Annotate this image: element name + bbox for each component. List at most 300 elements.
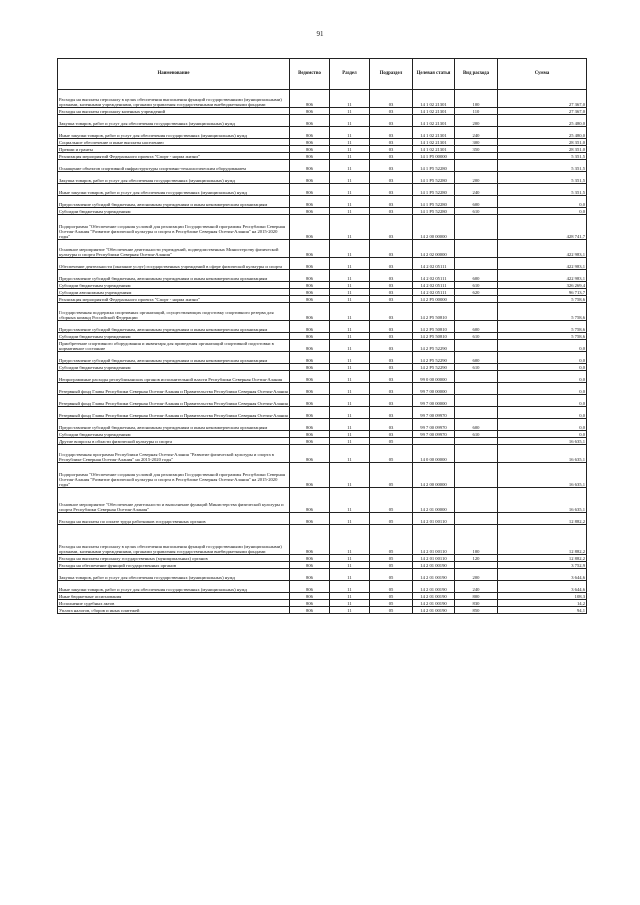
cell-razdel: 11: [330, 153, 370, 160]
cell-vedomstvo: 806: [290, 108, 330, 115]
cell-name: Субсидии бюджетным учреждениям: [58, 431, 290, 438]
cell-sum: 96 713,7: [498, 289, 587, 296]
cell-expense-type: 610: [455, 431, 498, 438]
cell-target-article: 14 1 P5 52280: [413, 172, 455, 184]
cell-vedomstvo: 806: [290, 172, 330, 184]
cell-expense-type: 610: [455, 282, 498, 289]
cell-podrazdel: 03: [370, 215, 413, 240]
cell-vedomstvo: 806: [290, 282, 330, 289]
cell-vedomstvo: 806: [290, 296, 330, 303]
table-row: [58, 139, 587, 146]
cell-razdel: 11: [330, 371, 370, 383]
cell-podrazdel: 03: [370, 371, 413, 383]
cell-podrazdel: 03: [370, 184, 413, 196]
cell-expense-type: [455, 463, 498, 488]
cell-sum: 12 882,2: [498, 525, 587, 555]
cell-name: Расходы на выплаты персоналу государственных (муниципальных) органов: [58, 555, 290, 562]
cell-vedomstvo: 806: [290, 115, 330, 127]
table-row: [58, 463, 587, 488]
cell-podrazdel: 03: [370, 321, 413, 333]
cell-target-article: 14 2 01 00000: [413, 488, 455, 513]
cell-expense-type: 120: [455, 555, 498, 562]
table-row: [58, 303, 587, 321]
cell-expense-type: 200: [455, 115, 498, 127]
cell-vedomstvo: 806: [290, 196, 330, 208]
table-row: [58, 127, 587, 139]
cell-sum: 5 351,5: [498, 160, 587, 172]
cell-target-article: 14 2 01 00190: [413, 600, 455, 607]
cell-sum: 5 758,6: [498, 321, 587, 333]
cell-target-article: 14 1 P5 00000: [413, 153, 455, 160]
table-row: [58, 371, 587, 383]
cell-vedomstvo: 806: [290, 303, 330, 321]
cell-podrazdel: 03: [370, 240, 413, 258]
cell-expense-type: 600: [455, 419, 498, 431]
cell-target-article: 14 0 00 00000: [413, 445, 455, 463]
cell-name: Обеспечение деятельности (оказание услуг) государственных учреждений в сфере физической культуры и спорта: [58, 258, 290, 270]
cell-podrazdel: 05: [370, 513, 413, 525]
cell-razdel: 11: [330, 184, 370, 196]
cell-target-article: 14 2 01 00190: [413, 593, 455, 600]
cell-sum: 422 983,1: [498, 258, 587, 270]
table-row: [58, 208, 587, 215]
cell-sum: 0,0: [498, 208, 587, 215]
cell-vedomstvo: 806: [290, 333, 330, 340]
cell-expense-type: [455, 562, 498, 569]
cell-name: Расходы на выплаты персоналу казенных учреждений: [58, 108, 290, 115]
table-row: [58, 555, 587, 562]
cell-sum: 0,0: [498, 196, 587, 208]
cell-expense-type: 600: [455, 196, 498, 208]
cell-razdel: 11: [330, 593, 370, 600]
cell-name: Расходы на выплаты персоналу в целях обеспечения выполнения функций государственными (муниципальными) органами, казенными учреждениями, органами управления государственными внебюджетными фондами: [58, 525, 290, 555]
cell-target-article: 99 0 00 00000: [413, 371, 455, 383]
cell-razdel: 11: [330, 569, 370, 581]
cell-vedomstvo: 806: [290, 127, 330, 139]
cell-sum: 422 983,1: [498, 270, 587, 282]
cell-razdel: 11: [330, 90, 370, 108]
cell-podrazdel: 03: [370, 289, 413, 296]
cell-sum: 16 635,1: [498, 463, 587, 488]
cell-vedomstvo: 806: [290, 146, 330, 153]
cell-name: Государственная программа Республики Северная Осетия-Алания "Развитие физической культуры и спорта в Республике Северная Осетия-Алания" на 2015-2020 годы": [58, 445, 290, 463]
cell-target-article: 14 2 01 00110: [413, 525, 455, 555]
cell-sum: 16 635,1: [498, 438, 587, 445]
table-row: [58, 90, 587, 108]
cell-podrazdel: 05: [370, 488, 413, 513]
cell-podrazdel: 03: [370, 282, 413, 289]
cell-razdel: 11: [330, 555, 370, 562]
cell-razdel: 11: [330, 419, 370, 431]
cell-name: Приобретение спортивного оборудования и инвентаря для приведения организаций спортивной подготовки в нормативное состояние: [58, 340, 290, 352]
cell-vedomstvo: 806: [290, 139, 330, 146]
cell-name: Резервный фонд Главы Республики Северная Осетия-Алания и Правительства Республики Северная Осетия-Алания: [58, 383, 290, 395]
cell-vedomstvo: 806: [290, 240, 330, 258]
cell-razdel: 11: [330, 208, 370, 215]
cell-target-article: 14 2 01 00110: [413, 555, 455, 562]
cell-razdel: 11: [330, 115, 370, 127]
cell-name: Премии и гранты: [58, 146, 290, 153]
cell-vedomstvo: 806: [290, 289, 330, 296]
cell-razdel: 11: [330, 127, 370, 139]
cell-expense-type: [455, 215, 498, 240]
header-podrazdel: Подраздел: [370, 59, 413, 90]
cell-expense-type: 110: [455, 108, 498, 115]
table-row: [58, 333, 587, 340]
cell-sum: 16 635,1: [498, 445, 587, 463]
cell-sum: 0,0: [498, 352, 587, 364]
cell-name: Резервный фонд Главы Республики Северная Осетия-Алания и Правительства Республики Северная Осетия-Алания: [58, 395, 290, 407]
cell-vedomstvo: 806: [290, 463, 330, 488]
cell-razdel: 11: [330, 463, 370, 488]
table-row: [58, 115, 587, 127]
table-row: [58, 419, 587, 431]
cell-vedomstvo: 806: [290, 364, 330, 371]
cell-razdel: 11: [330, 352, 370, 364]
cell-vedomstvo: 806: [290, 488, 330, 513]
cell-razdel: 11: [330, 340, 370, 352]
cell-expense-type: [455, 296, 498, 303]
cell-target-article: 14 1 P5 52280: [413, 184, 455, 196]
cell-name: Непрограммные расходы республиканских органов исполнительной власти Республики Северная Осетия-Алания: [58, 371, 290, 383]
cell-podrazdel: 03: [370, 270, 413, 282]
cell-vedomstvo: 806: [290, 419, 330, 431]
cell-podrazdel: 05: [370, 569, 413, 581]
cell-sum: 0,0: [498, 419, 587, 431]
cell-vedomstvo: 806: [290, 340, 330, 352]
cell-expense-type: [455, 340, 498, 352]
cell-sum: 5 758,6: [498, 303, 587, 321]
cell-target-article: 14 1 02 21301: [413, 108, 455, 115]
cell-vedomstvo: 806: [290, 383, 330, 395]
cell-vedomstvo: 806: [290, 395, 330, 407]
table-row: [58, 282, 587, 289]
cell-sum: 16 635,1: [498, 488, 587, 513]
cell-expense-type: 850: [455, 607, 498, 614]
cell-razdel: 11: [330, 581, 370, 593]
cell-name: Закупка товаров, работ и услуг для обеспечения государственных (муниципальных) нужд: [58, 172, 290, 184]
cell-name: Резервный фонд Главы Республики Северная Осетия-Алания и Правительства Республики Северная Осетия-Алания: [58, 407, 290, 419]
cell-target-article: 14 1 P5 52280: [413, 208, 455, 215]
cell-name: Иные бюджетные ассигнования: [58, 593, 290, 600]
cell-expense-type: 100: [455, 525, 498, 555]
table-row: [58, 364, 587, 371]
cell-target-article: 14 1 P5 52280: [413, 196, 455, 208]
cell-expense-type: 350: [455, 146, 498, 153]
cell-target-article: 14 2 02 00000: [413, 240, 455, 258]
table-row: [58, 258, 587, 270]
cell-expense-type: 620: [455, 289, 498, 296]
cell-target-article: 14 1 02 21301: [413, 90, 455, 108]
cell-podrazdel: 05: [370, 607, 413, 614]
cell-expense-type: [455, 445, 498, 463]
cell-podrazdel: 05: [370, 525, 413, 555]
table-row: [58, 240, 587, 258]
cell-podrazdel: 03: [370, 296, 413, 303]
cell-razdel: 11: [330, 160, 370, 172]
cell-sum: 428 741,7: [498, 215, 587, 240]
cell-sum: 5 351,5: [498, 153, 587, 160]
cell-expense-type: [455, 513, 498, 525]
cell-sum: 5 351,5: [498, 184, 587, 196]
cell-podrazdel: 03: [370, 146, 413, 153]
cell-expense-type: [455, 438, 498, 445]
table-row: [58, 569, 587, 581]
cell-sum: 0,0: [498, 407, 587, 419]
cell-razdel: 11: [330, 289, 370, 296]
cell-vedomstvo: 806: [290, 352, 330, 364]
cell-name: Субсидии автономным учреждениям: [58, 289, 290, 296]
cell-target-article: 14 2 P5 50810: [413, 303, 455, 321]
cell-target-article: 14 1 02 21301: [413, 139, 455, 146]
cell-vedomstvo: 806: [290, 593, 330, 600]
table-row: [58, 352, 587, 364]
cell-target-article: 99 7 00 09970: [413, 419, 455, 431]
cell-name: Реализация мероприятий Федерального проекта "Спорт - норма жизни": [58, 153, 290, 160]
cell-podrazdel: 03: [370, 333, 413, 340]
header-razdel: Раздел: [330, 59, 370, 90]
cell-target-article: 14 1 P5 52280: [413, 160, 455, 172]
cell-razdel: 11: [330, 607, 370, 614]
cell-razdel: 11: [330, 431, 370, 438]
table-row: [58, 593, 587, 600]
table-row: [58, 153, 587, 160]
cell-sum: 25 480,0: [498, 127, 587, 139]
cell-expense-type: [455, 395, 498, 407]
cell-target-article: 99 7 00 09970: [413, 431, 455, 438]
cell-podrazdel: 03: [370, 258, 413, 270]
cell-name: Подпрограмма "Обеспечение создания условий для реализации Государственной программы Республики Северная Осетия-Алания "Развитие физической культуры и спорта в Республике Северная Осетия-Алания" на 2015-2020 годы": [58, 215, 290, 240]
cell-expense-type: 610: [455, 208, 498, 215]
cell-podrazdel: 03: [370, 340, 413, 352]
cell-expense-type: 200: [455, 569, 498, 581]
table-row: [58, 431, 587, 438]
cell-vedomstvo: 806: [290, 153, 330, 160]
cell-expense-type: [455, 240, 498, 258]
table-row: [58, 340, 587, 352]
cell-podrazdel: 03: [370, 352, 413, 364]
cell-sum: 12 882,2: [498, 513, 587, 525]
table-row: [58, 407, 587, 419]
cell-name: Подпрограмма "Обеспечение создания условий для реализации Государственной программы Республики Северная Осетия-Алания "Развитие физической культуры и спорта в Республике Северная Осетия-Алания" на 2015-2020 годы": [58, 463, 290, 488]
cell-razdel: 11: [330, 364, 370, 371]
cell-podrazdel: 03: [370, 90, 413, 108]
cell-razdel: 11: [330, 513, 370, 525]
cell-expense-type: [455, 407, 498, 419]
cell-sum: 94,1: [498, 607, 587, 614]
cell-podrazdel: 05: [370, 555, 413, 562]
cell-podrazdel: 05: [370, 438, 413, 445]
cell-expense-type: 830: [455, 600, 498, 607]
cell-sum: 28 351,0: [498, 139, 587, 146]
cell-name: Оснащение объектов спортивной инфраструктуры спортивно-технологическим оборудованием: [58, 160, 290, 172]
cell-target-article: 14 2 P5 52290: [413, 352, 455, 364]
cell-podrazdel: 03: [370, 208, 413, 215]
table-row: [58, 525, 587, 555]
cell-podrazdel: 05: [370, 445, 413, 463]
cell-sum: 5 758,6: [498, 333, 587, 340]
cell-razdel: 11: [330, 196, 370, 208]
cell-sum: 27 367,0: [498, 108, 587, 115]
cell-target-article: 14 2 P5 52290: [413, 364, 455, 371]
cell-expense-type: 240: [455, 184, 498, 196]
cell-vedomstvo: 806: [290, 208, 330, 215]
cell-name: Исполнение судебных актов: [58, 600, 290, 607]
cell-podrazdel: 03: [370, 160, 413, 172]
cell-sum: 0,0: [498, 383, 587, 395]
cell-name: Иные закупки товаров, работ и услуг для обеспечения государственных (муниципальных) нужд: [58, 127, 290, 139]
cell-sum: 0,0: [498, 395, 587, 407]
cell-expense-type: [455, 371, 498, 383]
cell-vedomstvo: 806: [290, 184, 330, 196]
cell-razdel: 11: [330, 407, 370, 419]
cell-expense-type: 600: [455, 321, 498, 333]
cell-expense-type: 200: [455, 172, 498, 184]
table-row: [58, 607, 587, 614]
cell-expense-type: 610: [455, 333, 498, 340]
table-row: [58, 383, 587, 395]
cell-expense-type: [455, 488, 498, 513]
cell-name: Субсидии бюджетным учреждениям: [58, 333, 290, 340]
cell-expense-type: 600: [455, 352, 498, 364]
cell-podrazdel: 03: [370, 127, 413, 139]
cell-target-article: 14 2 02 05111: [413, 270, 455, 282]
cell-name: Расходы на обеспечение функций государственных органов: [58, 562, 290, 569]
cell-name: Расходы на выплаты персоналу в целях обеспечения выполнения функций государственными (муниципальными) органами, казенными учреждениями, органами управления государственными внебюджетными фондами: [58, 90, 290, 108]
cell-target-article: 99 7 00 00000: [413, 383, 455, 395]
cell-name: Иные закупки товаров, работ и услуг для обеспечения государственных (муниципальных) нужд: [58, 581, 290, 593]
table-row: [58, 184, 587, 196]
cell-name: Субсидии бюджетным учреждениям: [58, 364, 290, 371]
cell-razdel: 11: [330, 282, 370, 289]
cell-expense-type: [455, 258, 498, 270]
cell-razdel: 11: [330, 438, 370, 445]
cell-vedomstvo: 806: [290, 258, 330, 270]
cell-podrazdel: 05: [370, 600, 413, 607]
cell-vedomstvo: 806: [290, 555, 330, 562]
cell-podrazdel: 05: [370, 581, 413, 593]
table-row: [58, 600, 587, 607]
cell-razdel: 11: [330, 240, 370, 258]
cell-expense-type: [455, 303, 498, 321]
cell-name: Расходы на выплаты по оплате труда работников государственных органов: [58, 513, 290, 525]
cell-target-article: 14 2 P5 50810: [413, 333, 455, 340]
cell-vedomstvo: 806: [290, 581, 330, 593]
cell-sum: 25 480,0: [498, 115, 587, 127]
cell-target-article: 14 2 01 00190: [413, 607, 455, 614]
header-target-article: Целевая статья: [413, 59, 455, 90]
cell-target-article: 99 7 00 00000: [413, 395, 455, 407]
cell-target-article: 14 1 02 21301: [413, 127, 455, 139]
cell-podrazdel: 03: [370, 115, 413, 127]
table-header-row: [58, 59, 587, 90]
cell-razdel: 11: [330, 321, 370, 333]
cell-podrazdel: 03: [370, 395, 413, 407]
table-row: [58, 488, 587, 513]
cell-expense-type: [455, 153, 498, 160]
cell-target-article: 14 2 P5 50810: [413, 321, 455, 333]
cell-expense-type: 610: [455, 364, 498, 371]
cell-podrazdel: 05: [370, 463, 413, 488]
cell-podrazdel: 03: [370, 303, 413, 321]
cell-target-article: 14 2 P5 52290: [413, 340, 455, 352]
cell-name: Основное мероприятие "Обеспечение деятельности учреждений, подведомственных Министерству физической культуры и спорта Республики Северная Осетия-Алания": [58, 240, 290, 258]
header-name: Наименование: [58, 59, 290, 90]
cell-target-article: 14 2 01 00190: [413, 581, 455, 593]
cell-sum: 0,0: [498, 340, 587, 352]
cell-vedomstvo: 806: [290, 431, 330, 438]
cell-sum: 108,3: [498, 593, 587, 600]
cell-target-article: 14 2 02 05111: [413, 282, 455, 289]
cell-sum: 0,0: [498, 371, 587, 383]
table-row: [58, 270, 587, 282]
cell-vedomstvo: 806: [290, 445, 330, 463]
cell-vedomstvo: 806: [290, 525, 330, 555]
table-row: [58, 172, 587, 184]
cell-target-article: 14 1 02 21301: [413, 115, 455, 127]
cell-razdel: 11: [330, 488, 370, 513]
cell-razdel: 11: [330, 139, 370, 146]
cell-razdel: 11: [330, 395, 370, 407]
cell-vedomstvo: 806: [290, 215, 330, 240]
cell-sum: 0,0: [498, 364, 587, 371]
cell-sum: 27 367,0: [498, 90, 587, 108]
cell-razdel: 11: [330, 270, 370, 282]
cell-vedomstvo: 806: [290, 438, 330, 445]
cell-vedomstvo: 806: [290, 600, 330, 607]
cell-vedomstvo: 806: [290, 607, 330, 614]
cell-sum: 422 983,1: [498, 240, 587, 258]
cell-name: Закупка товаров, работ и услуг для обеспечения государственных (муниципальных) нужд: [58, 115, 290, 127]
cell-podrazdel: 03: [370, 419, 413, 431]
table-row: [58, 160, 587, 172]
table-row: [58, 146, 587, 153]
cell-target-article: 14 2 02 05111: [413, 289, 455, 296]
cell-razdel: 11: [330, 525, 370, 555]
cell-target-article: [413, 438, 455, 445]
cell-expense-type: 300: [455, 139, 498, 146]
cell-vedomstvo: 806: [290, 160, 330, 172]
page-number: 91: [316, 30, 324, 38]
cell-sum: 3 644,6: [498, 581, 587, 593]
cell-name: Иные закупки товаров, работ и услуг для обеспечения государственных (муниципальных) нужд: [58, 184, 290, 196]
cell-razdel: 11: [330, 303, 370, 321]
cell-name: Другие вопросы в области физической культуры и спорта: [58, 438, 290, 445]
table-row: [58, 215, 587, 240]
cell-target-article: 14 2 01 00190: [413, 562, 455, 569]
cell-vedomstvo: 806: [290, 270, 330, 282]
cell-name: Государственная поддержка спортивных организаций, осуществляющих подготовку спортивного резерва для сборных команд Российской Федерации: [58, 303, 290, 321]
table-row: [58, 108, 587, 115]
cell-podrazdel: 03: [370, 431, 413, 438]
cell-name: Социальное обеспечение и иные выплаты населению: [58, 139, 290, 146]
cell-sum: 5 758,6: [498, 296, 587, 303]
cell-target-article: 14 1 02 21301: [413, 146, 455, 153]
cell-name: Субсидии бюджетным учреждениям: [58, 282, 290, 289]
cell-razdel: 11: [330, 296, 370, 303]
cell-sum: 12 882,2: [498, 555, 587, 562]
cell-podrazdel: 03: [370, 139, 413, 146]
budget-table: [57, 58, 587, 614]
cell-sum: 28 351,0: [498, 146, 587, 153]
cell-vedomstvo: 806: [290, 90, 330, 108]
cell-name: Предоставление субсидий бюджетным, автономным учреждениям и иным некоммерческим организациям: [58, 352, 290, 364]
cell-podrazdel: 05: [370, 562, 413, 569]
table-row: [58, 581, 587, 593]
cell-expense-type: [455, 383, 498, 395]
table-body: [58, 90, 587, 614]
cell-podrazdel: 03: [370, 383, 413, 395]
